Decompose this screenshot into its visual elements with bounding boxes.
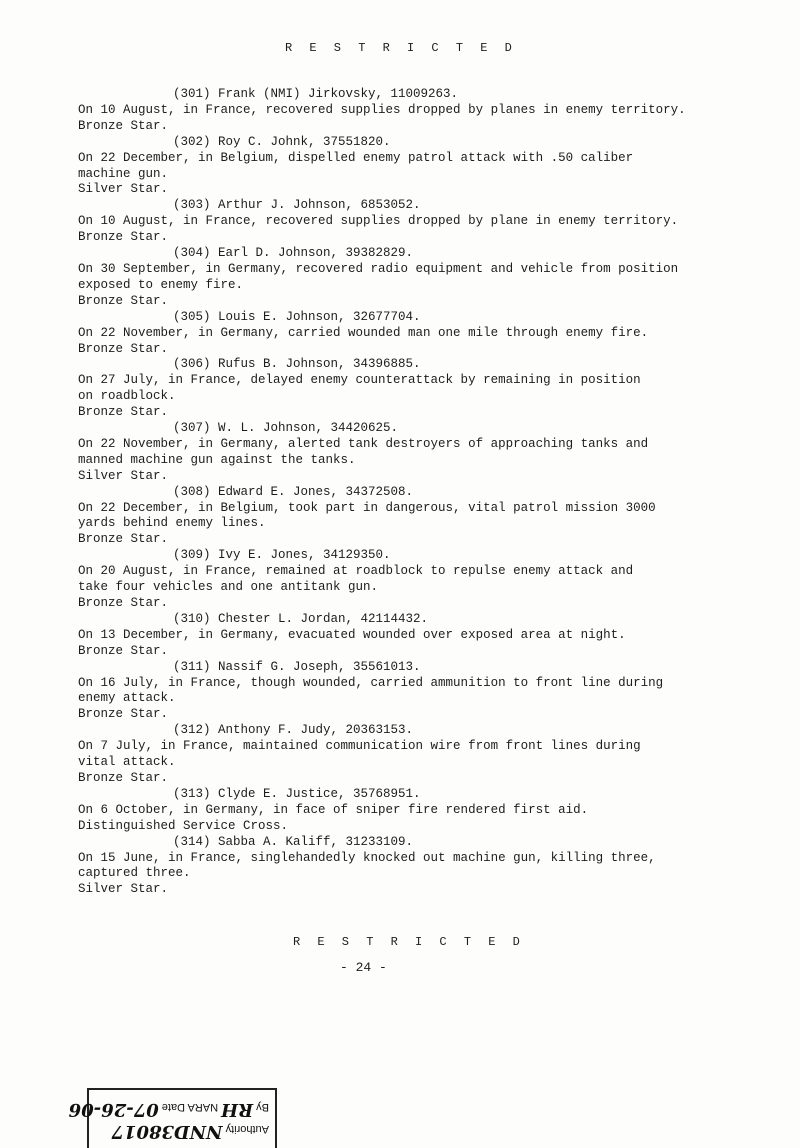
award-entry [78, 660, 778, 724]
entry-citation-line: machine gun. [78, 166, 169, 181]
entry-citation-line: vital attack. [78, 755, 176, 770]
entry-citation-line: On 27 July, in France, delayed enemy counterattack by remaining in position [78, 373, 641, 388]
entry-heading: (302) Roy C. Johnk, 37551820. [173, 134, 391, 149]
award-entry [78, 421, 778, 485]
entry-heading: (306) Rufus B. Johnson, 34396885. [173, 357, 421, 372]
award-entry [78, 548, 778, 612]
entry-citation-line: on roadblock. [78, 389, 176, 404]
award-entry [78, 787, 778, 835]
entry-citation-line: exposed to enemy fire. [78, 277, 244, 292]
entry-award: Bronze Star. [78, 293, 169, 308]
award-entry [78, 198, 778, 246]
entry-heading: (313) Clyde E. Justice, 35768951. [173, 786, 421, 801]
entry-award: Bronze Star. [78, 770, 169, 785]
entry-citation-line: On 30 September, in Germany, recovered radio equipment and vehicle from position [78, 261, 679, 276]
entry-citation-line: On 22 November, in Germany, alerted tank destroyers of approaching tanks and [78, 436, 649, 451]
entry-award: Bronze Star. [78, 341, 169, 356]
restricted-header: R E S T R I C T E D [285, 41, 517, 55]
stamp-by-value: RH [221, 1099, 254, 1120]
entry-citation-line: enemy attack. [78, 691, 176, 706]
award-entry [78, 723, 778, 787]
entry-citation-line: On 7 July, in France, maintained communication wire from front lines during [78, 739, 641, 754]
entry-citation-line: On 16 July, in France, though wounded, carried ammunition to front line during [78, 675, 664, 690]
entry-heading: (307) W. L. Johnson, 34420625. [173, 421, 399, 436]
entry-citation-line: On 13 December, in Germany, evacuated wounded over exposed area at night. [78, 627, 626, 642]
stamp-by-label: By [256, 1101, 269, 1113]
entry-heading: (304) Earl D. Johnson, 39382829. [173, 246, 414, 261]
entry-award: Bronze Star. [78, 118, 169, 133]
entry-heading: (303) Arthur J. Johnson, 6853052. [173, 198, 421, 213]
award-entry [78, 310, 778, 358]
stamp-authority-row [111, 1121, 269, 1142]
entry-award: Bronze Star. [78, 532, 169, 547]
entry-citation-line: take four vehicles and one antitank gun. [78, 580, 379, 595]
award-entry [78, 357, 778, 421]
stamp-authority-label: Authority [225, 1123, 269, 1135]
stamp-nara-label: NARA Date [161, 1101, 219, 1113]
stamp-date-row [69, 1099, 269, 1120]
entry-award: Bronze Star. [78, 405, 169, 420]
page-number: - 24 - [340, 960, 387, 975]
entry-award: Silver Star. [78, 182, 169, 197]
entry-heading: (312) Anthony F. Judy, 20363153. [173, 723, 414, 738]
declassification-stamp [68, 1088, 277, 1148]
entry-heading: (305) Louis E. Johnson, 32677704. [173, 309, 421, 324]
award-entry [78, 135, 778, 199]
award-entry [78, 246, 778, 310]
entry-citation-line: manned machine gun against the tanks. [78, 452, 356, 467]
award-entry [78, 87, 778, 135]
entry-citation-line: On 10 August, in France, recovered supplies dropped by planes in enemy territory. [78, 102, 686, 117]
stamp-date-value: 07-26-06 [68, 1099, 159, 1120]
award-entry [78, 835, 778, 899]
entry-heading: (314) Sabba A. Kaliff, 31233109. [173, 834, 414, 849]
entry-citation-line: On 6 October, in Germany, in face of sniper fire rendered first aid. [78, 802, 589, 817]
entry-citation-line: On 22 November, in Germany, carried wounded man one mile through enemy fire. [78, 325, 649, 340]
entry-citation-line: yards behind enemy lines. [78, 516, 266, 531]
entry-award: Distinguished Service Cross. [78, 818, 289, 833]
entry-citation-line: captured three. [78, 866, 191, 881]
entry-citation-line: On 15 June, in France, singlehandedly knocked out machine gun, killing three, [78, 850, 656, 865]
award-entry [78, 612, 778, 660]
entry-award: Bronze Star. [78, 707, 169, 722]
entry-award: Bronze Star. [78, 596, 169, 610]
entry-award: Bronze Star. [78, 643, 169, 658]
entry-citation-line: On 20 August, in France, remained at roadblock to repulse enemy attack and [78, 564, 634, 579]
entry-heading: (310) Chester L. Jordan, 42114432. [173, 611, 429, 626]
entry-award: Silver Star. [78, 468, 169, 483]
entry-heading: (308) Edward E. Jones, 34372508. [173, 484, 414, 499]
entry-heading: (301) Frank (NMI) Jirkovsky, 11009263. [173, 87, 459, 101]
entry-citation-line: On 10 August, in France, recovered supplies dropped by plane in enemy territory. [78, 214, 679, 229]
entry-heading: (311) Nassif G. Joseph, 35561013. [173, 659, 421, 674]
entry-award: Silver Star. [78, 882, 169, 897]
entry-citation-line: On 22 December, in Belgium, dispelled enemy patrol attack with .50 caliber [78, 150, 634, 165]
award-entries [78, 87, 778, 898]
award-entry [78, 485, 778, 549]
entry-citation-line: On 22 December, in Belgium, took part in dangerous, vital patrol mission 3000 [78, 500, 656, 515]
stamp-authority-value: NND38017 [111, 1121, 223, 1142]
entry-heading: (309) Ivy E. Jones, 34129350. [173, 548, 391, 563]
restricted-footer: R E S T R I C T E D [293, 935, 525, 949]
entry-award: Bronze Star. [78, 230, 169, 245]
